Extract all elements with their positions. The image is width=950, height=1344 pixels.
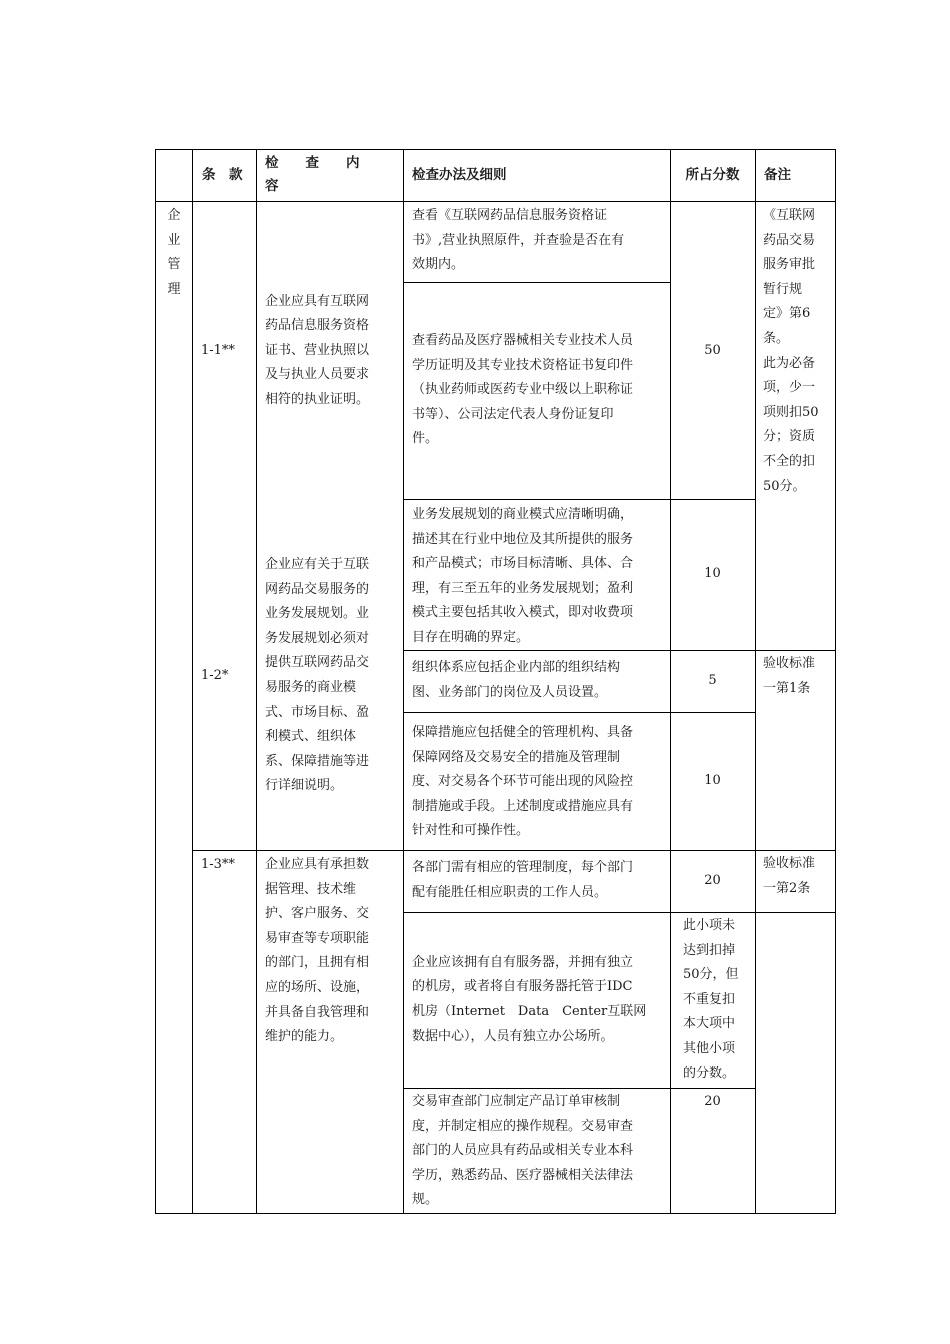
method-detail: 查看药品及医疗器械相关专业技术人员 学历证明及其专业技术资格证书复印件 （执业药师或医药专业中级以上职称证 书等）、公司法定代表人身份证复印 件。 [412,333,634,447]
inspection-table [155,149,836,1214]
score-note: 此小项未 达到扣掉 50分，但 不重复扣 本大项中 其他小项 的分数。 [683,918,739,1081]
method-detail: 各部门需有相应的管理制度，每个部门 配有能胜任相应职责的工作人员。 [412,860,634,900]
clause-code: 1-2* [201,667,229,683]
method-detail: 企业应该拥有自有服务器，并拥有独立 的机房，或者将自有服务器托管于IDC 机房（Internet Data Center互联网 数据中心），人员有独立办公场所。 [412,954,647,1044]
grid-line [403,1088,755,1089]
remark-text: 验收标准 一第2条 [763,856,816,896]
clause-code: 1-1** [201,342,235,358]
clause-content: 企业应具有互联网 药品信息服务资格 证书、营业执照以 及与执业人员要求 相符的执业证明。 [265,293,370,407]
header-score: 所占分数 [685,167,740,184]
remark-text: 《互联网 药品交易 服务审批 暂行规 定》第6 条。 此为必备 项，少一 项则扣50 分；资质 不全的扣 50分。 [763,208,819,494]
method-detail: 保障措施应包括健全的管理机构、具备 保障网络及交易安全的措施及管理制 度、对交易各个环节可能出现的风险控 制措施或手段。上述制度或措施应具有 针对性和可操作性。 [412,725,634,839]
score-value: 50 [704,342,721,358]
header-method: 检查办法及细则 [412,167,507,184]
header-content: 检 查 内 容 [265,155,360,194]
score-value: 20 [704,872,721,888]
header-remark: 备注 [764,167,791,184]
section-label: 企 业 管 理 [167,208,181,297]
header-clause: 条 款 [202,167,243,184]
score-value: 5 [708,672,717,688]
method-detail: 组织体系应包括企业内部的组织结构 图、业务部门的岗位及人员设置。 [412,660,621,700]
clause-code: 1-3** [201,857,235,872]
method-detail: 查看《互联网药品信息服务资格证 书》,营业执照原件，并查验是否在有 效期内。 [412,208,625,273]
clause-content: 企业应有关于互联 网药品交易服务的 业务发展规划。业 务发展规划必须对 提供互联网药品交 易服务的商业模 式、市场目标、盈 利模式、组织体 系、保障措施等进 行详细说明。 [265,557,370,794]
remark-text: 验收标准 一第1条 [763,656,816,696]
score-value: 10 [704,566,721,582]
clause-content: 企业应具有承担数 据管理、技术维 护、客户服务、交 易审查等专项职能 的部门，且拥有相 应的场所、设施， 并具备自我管理和 维护的能力。 [265,857,370,1045]
method-detail: 业务发展规划的商业模式应清晰明确， 描述其在行业中地位及其所提供的服务 和产品模式；市场目标清晰、具体、合 理，有三至五年的业务发展规划；盈利 模式主要包括其收入模式，即对收费项 目存在明确的界定。 [412,507,634,645]
method-detail: 交易审查部门应制定产品订单审核制 度，并制定相应的操作规程。交易审查 部门的人员应具有药品或相关专业本科 学历，熟悉药品、医疗器械相关法律法 规。 [412,1094,634,1208]
score-value: 10 [704,772,721,788]
score-value: 20 [704,1094,721,1109]
